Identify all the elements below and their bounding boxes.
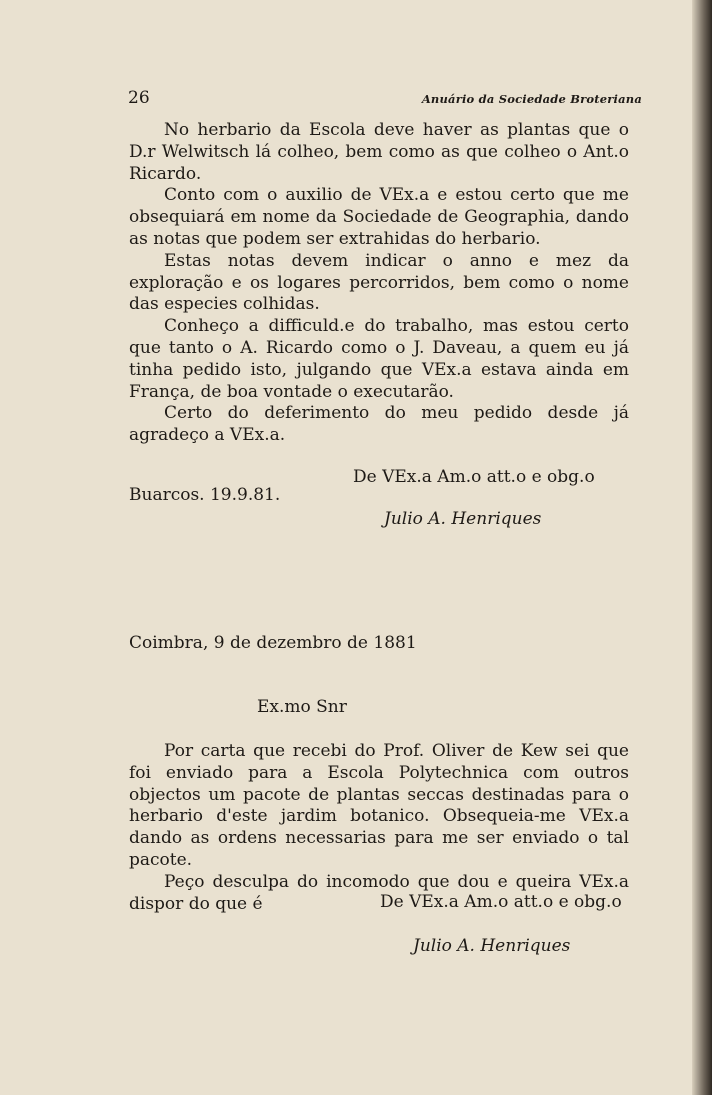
page-edge-shadow	[692, 0, 712, 1095]
letter-1-closing: De VEx.a Am.o att.o e obg.o	[353, 467, 595, 487]
letter-1-paragraph: Estas notas devem indicar o anno e mez da exploração e os logares percorridos, bem como o nome das especies colhidas.	[129, 250, 629, 315]
letter-1-paragraph: No herbario da Escola deve haver as plantas que o D.r Welwitsch lá colheo, bem como as que colheo o Ant.o Ricardo.	[129, 120, 629, 184]
letter-2-dateline: Coimbra, 9 de dezembro de 1881	[129, 633, 417, 653]
letter-1-paragraph: Conto com o auxilio de VEx.a e estou certo que me obsequiará em nome da Sociedade de Geographia, dando as notas que podem ser extrahidas do herbario.	[129, 185, 629, 249]
letter-2-paragraph: Peço desculpa do incomodo que dou e queira VEx.a dispor do que é	[129, 871, 629, 914]
letter-1-signature: Julio A. Henriques	[384, 509, 542, 529]
letter-1-paragraph: Certo do deferimento do meu pedido desde já agradeço a VEx.a.	[129, 403, 629, 446]
letter-2-signature: Julio A. Henriques	[413, 936, 571, 956]
letter-1-paragraph: Conheço a difficuld.e do trabalho, mas estou certo que tanto o A. Ricardo como o J. Daveau, a quem eu já tinha pedido isto, julgando que VEx.a estava ainda em França, de boa vontade o executarão.	[129, 316, 629, 402]
letter-1-body	[129, 120, 629, 447]
letter-2-paragraph: Por carta que recebi do Prof. Oliver de Kew sei que foi enviado para a Escola Polytechnica com outros objectos um pacote de plantas seccas destinadas para o herbario d'este jardim botanico. Obsequeia-me VEx.a dando as ordens necessarias para me ser enviado o tal pacote.	[129, 741, 629, 870]
page-number: 26	[128, 88, 150, 108]
page-header	[128, 88, 642, 112]
letter-1-place-date: Buarcos. 19.9.81.	[129, 485, 281, 505]
letter-2-closing: De VEx.a Am.o att.o e obg.o	[380, 892, 622, 912]
running-head: Anuário da Sociedade Broteriana	[421, 92, 642, 106]
letter-2-body	[129, 741, 629, 915]
letter-2-salutation: Ex.mo Snr	[257, 697, 347, 717]
